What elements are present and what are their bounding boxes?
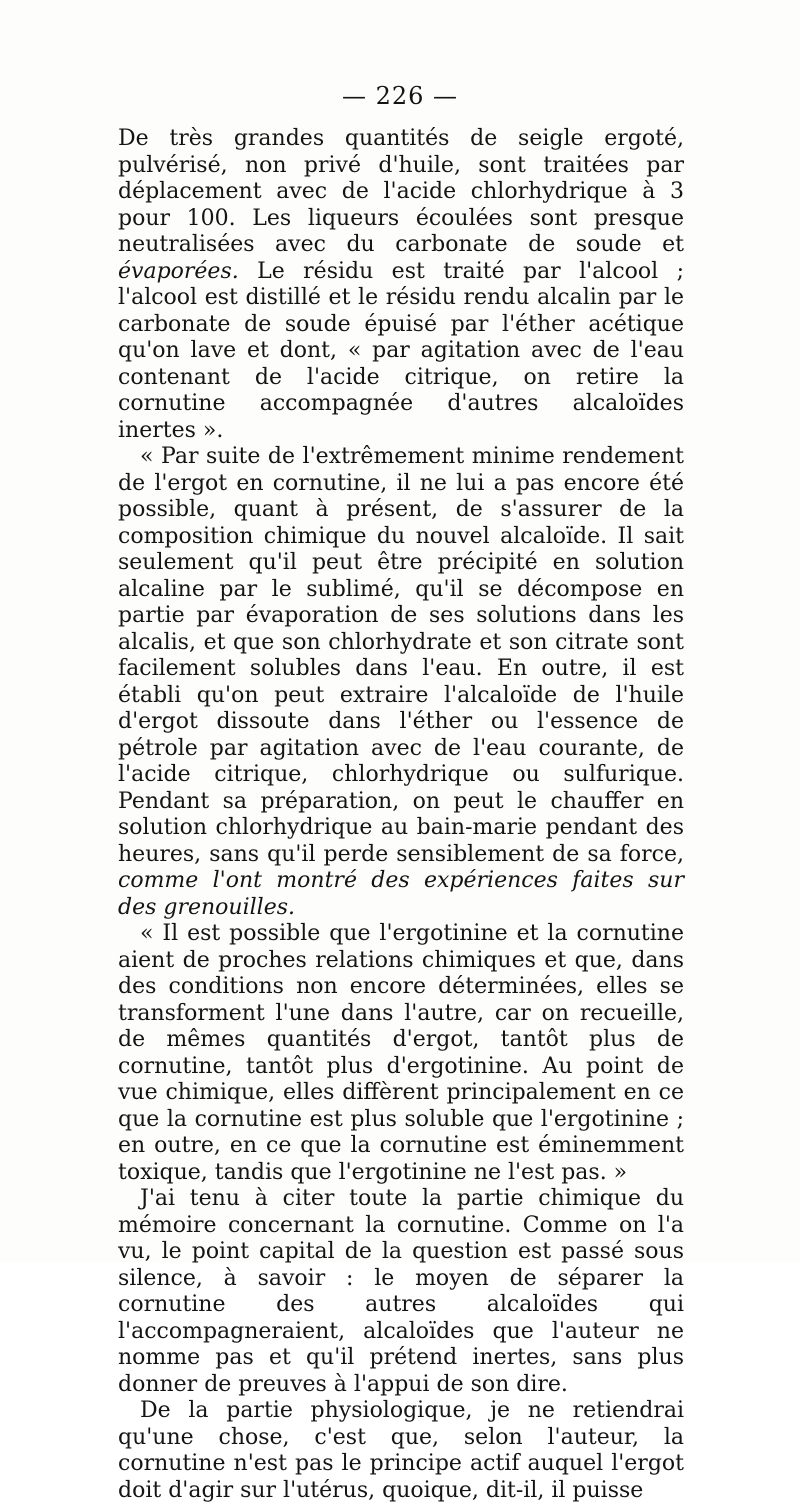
paragraph: [118, 126, 684, 444]
body-text: [118, 126, 684, 1504]
paragraph: [118, 1186, 684, 1398]
text-segment: De la partie physiologique, je ne retiendrai qu'une chose, c'est que, selon l'auteur, la cornutine n'est pas le principe actif auquel l'ergot doit d'agir sur l'utérus, quoique, dit-il, il puisse: [118, 1398, 684, 1503]
page-number: — 226 —: [341, 82, 459, 110]
italic-text-segment: évaporées.: [118, 258, 239, 284]
italic-text-segment: comme l'ont montré des expériences faites sur des grenouilles.: [118, 868, 684, 920]
text-segment: Le résidu est traité par l'alcool ; l'alcool est distillé et le résidu rendu alcalin par le carbonate de soude épuisé par l'éther acétique qu'on lave et dont, « par agitation avec de l'eau contenant de l'acide citrique, on retire la cornutine accompagnée d'autres alcaloïdes inertes ».: [118, 258, 684, 443]
text-segment: « Il est possible que l'ergotinine et la cornutine aient de proches relations chimiques et que, dans des conditions non encore déterminées, elles se transforment l'une dans l'autre, car on recueille, de mêmes quantités d'ergot, tantôt plus de cornutine, tantôt plus d'ergotinine. Au point de vue chimique, elles diffèrent principalement en ce que la cornutine est plus soluble que l'ergotinine ; en outre, en ce que la cornutine est éminemment toxique, tandis que l'ergotinine ne l'est pas. »: [118, 921, 684, 1185]
text-segment: J'ai tenu à citer toute la partie chimique du mémoire concernant la cornutine. Comme on l'a vu, le point capital de la question est passé sous silence, à savoir : le moyen de séparer la cornutine des autres alcaloïdes qui l'accompagneraient, alcaloïdes que l'auteur ne nomme pas et qu'il prétend inertes, sans plus donner de preuves à l'appui de son dire.: [118, 1186, 684, 1397]
paragraph: [118, 1398, 684, 1504]
text-segment: « Par suite de l'extrêmement minime rendement de l'ergot en cornutine, il ne lui a pas encore été possible, quant à présent, de s'assurer de la composition chimique du nouvel alcaloïde. Il sait seulement qu'il peut être précipité en solution alcaline par le sublimé, qu'il se décompose en partie par évaporation de ses solutions dans les alcalis, et que son chlorhydrate et son citrate sont facilement solubles dans l'eau. En outre, il est établi qu'on peut extraire l'alcaloïde de l'huile d'ergot dissoute dans l'éther ou l'essence de pétrole par agitation avec de l'eau courante, de l'acide citrique, chlorhydrique ou sulfurique. Pendant sa préparation, on peut le chauffer en solution chlorhydrique au bain-marie pendant des heures, sans qu'il perde sensiblement de sa force,: [118, 444, 684, 867]
text-segment: De très grandes quantités de seigle ergoté, pulvérisé, non privé d'huile, sont traitées par déplacement avec de l'acide chlorhydrique à 3 pour 100. Les liqueurs écoulées sont presque neutralisées avec du carbonate de soude et: [118, 126, 684, 257]
paragraph: [118, 444, 684, 921]
paragraph: [118, 921, 684, 1186]
